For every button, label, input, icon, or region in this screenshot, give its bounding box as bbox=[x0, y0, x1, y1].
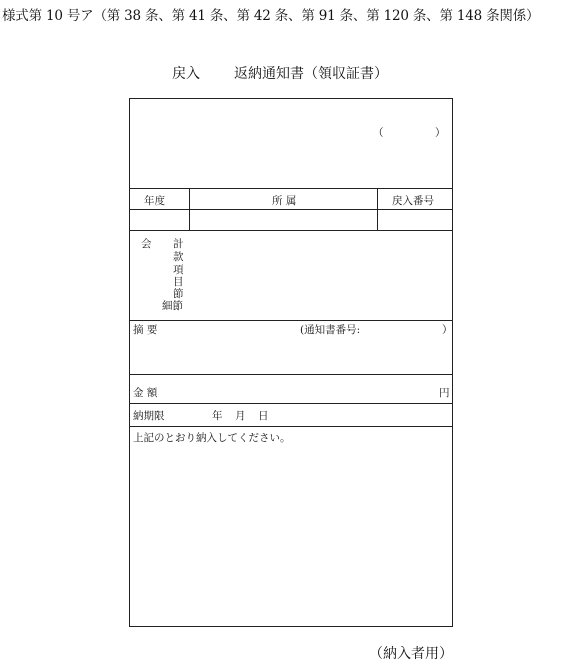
rule-col-year bbox=[189, 188, 190, 230]
label-setsu: 節 bbox=[173, 288, 184, 300]
address-paren-open: （ bbox=[373, 127, 384, 139]
due-date-label: 納期限 bbox=[133, 410, 165, 422]
due-day-unit: 日 bbox=[258, 410, 269, 422]
currency-yen: 円 bbox=[439, 387, 450, 399]
label-moku: 目 bbox=[173, 276, 184, 288]
rule-amount-bottom bbox=[130, 403, 452, 404]
rule-account-bottom bbox=[130, 320, 452, 321]
col-year-header: 年度 bbox=[144, 195, 165, 207]
label-kei: 計 bbox=[173, 238, 184, 250]
rule-header-top bbox=[130, 188, 452, 189]
copy-label: （納入者用） bbox=[369, 646, 453, 662]
notice-number-label: (通知書番号: bbox=[300, 324, 361, 336]
label-kai: 会 bbox=[141, 238, 152, 250]
label-saisetsu: 細節 bbox=[162, 300, 183, 312]
rule-header-bottom bbox=[130, 209, 452, 210]
document-title bbox=[172, 63, 388, 83]
due-month-unit: 月 bbox=[235, 410, 246, 422]
title-notice: 返納通知書（領収証書） bbox=[234, 66, 388, 82]
label-kan: 款 bbox=[173, 251, 184, 263]
rule-col-dept bbox=[377, 188, 378, 230]
notice-number-close: ） bbox=[442, 324, 453, 336]
rule-values-bottom bbox=[130, 230, 452, 231]
amount-label: 金 額 bbox=[133, 387, 158, 399]
form-number-label: 様式第 10 号ア（第 38 条、第 41 条、第 42 条、第 91 条、第 120 条、第 148 条関係） bbox=[2, 8, 540, 24]
summary-label: 摘 要 bbox=[133, 324, 158, 336]
form-frame bbox=[129, 98, 453, 627]
due-year-unit: 年 bbox=[212, 410, 223, 422]
rule-summary-bottom bbox=[130, 374, 452, 375]
col-dept-header: 所 属 bbox=[272, 195, 297, 207]
label-kou: 項 bbox=[173, 264, 184, 276]
rule-due-bottom bbox=[130, 426, 452, 427]
col-refund-no-header: 戻入番号 bbox=[392, 195, 434, 207]
title-refund: 戻入 bbox=[172, 66, 200, 82]
payment-instruction: 上記のとおり納入してください。 bbox=[133, 432, 291, 444]
address-paren-close: ） bbox=[435, 127, 446, 139]
